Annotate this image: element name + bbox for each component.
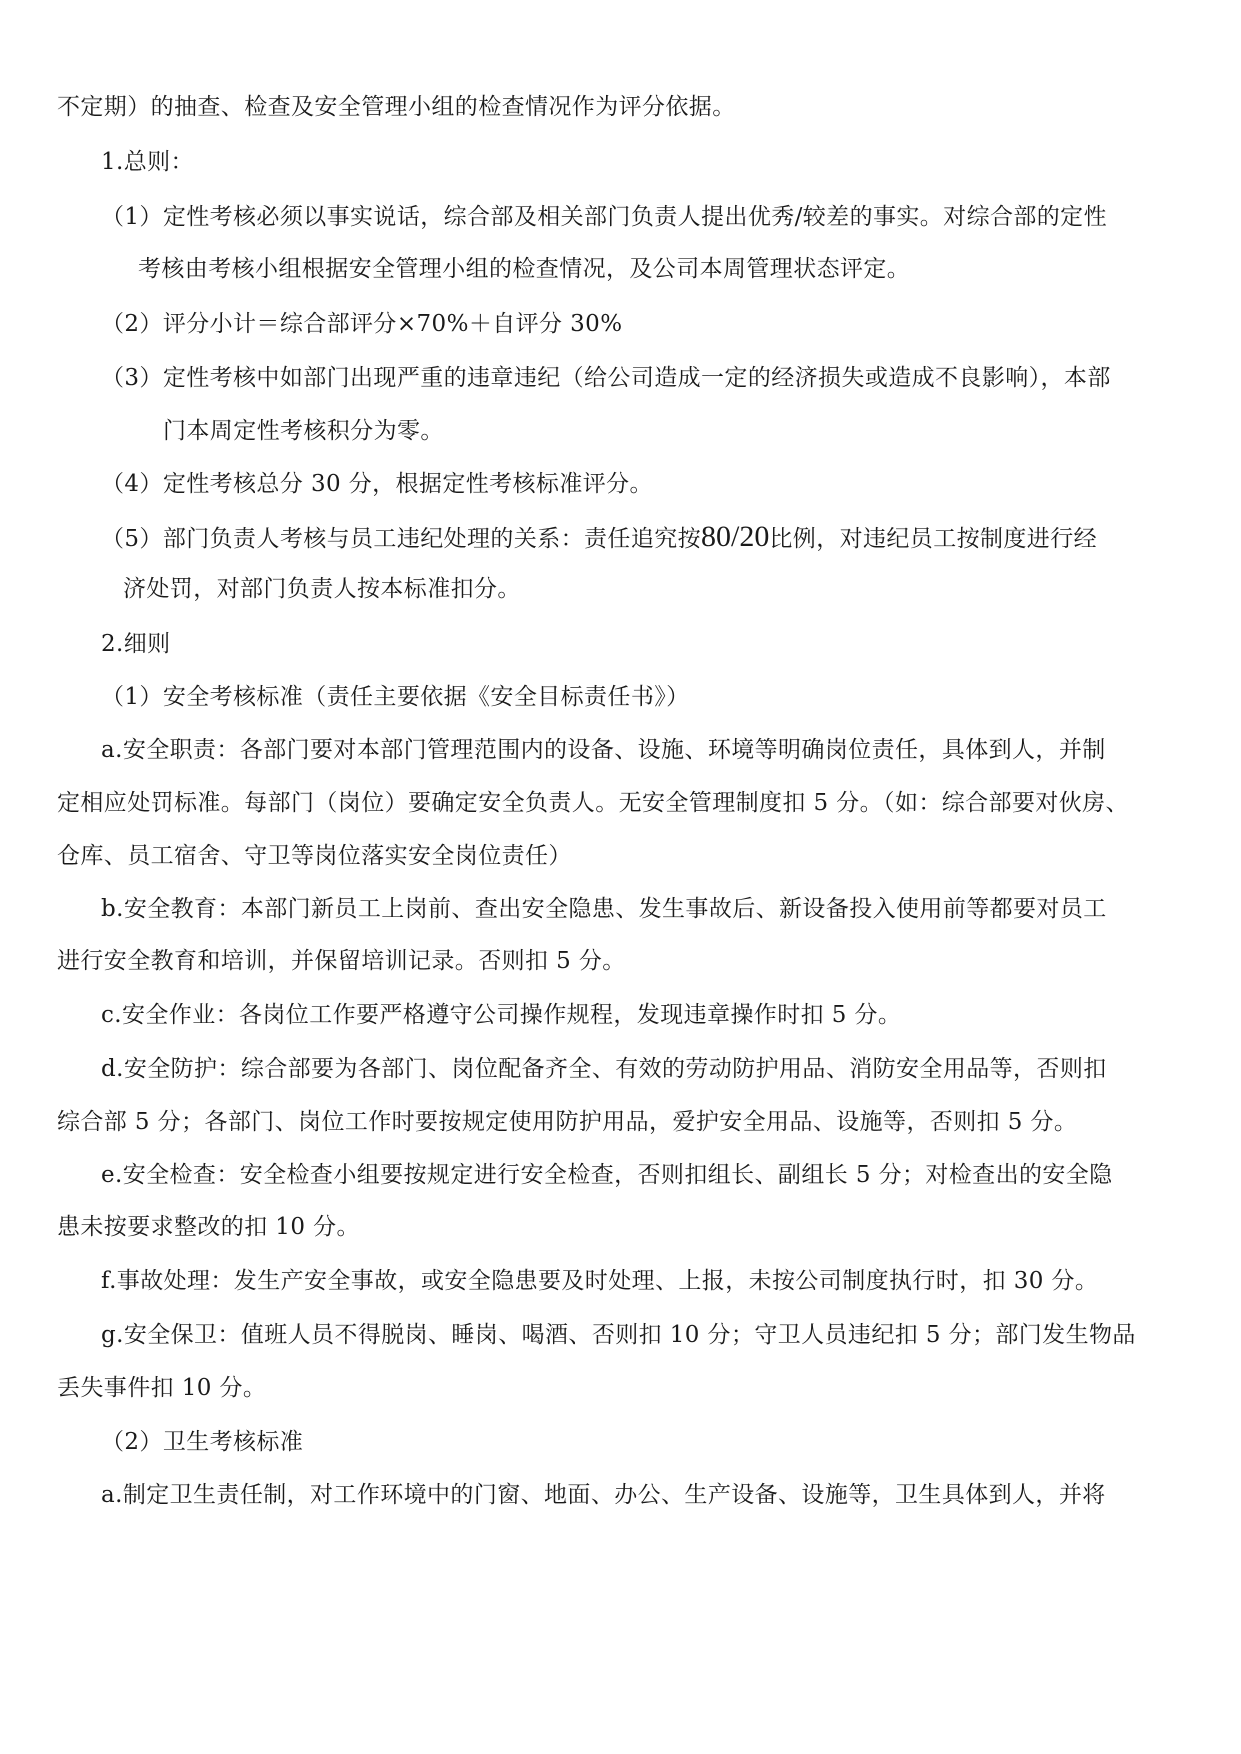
- list-item-line: （2）评分小计＝综合部评分×70%＋自评分 30%: [101, 311, 623, 337]
- section-heading-general: 1.总则：: [101, 149, 194, 175]
- subsection-heading: （1）安全考核标准（责任主要依据《安全目标责任书》）: [101, 684, 690, 710]
- paragraph-line: g.安全保卫：值班人员不得脱岗、睡岗、喝酒、否则扣 10 分；守卫人员违纪扣 5 分；部门发生物品: [101, 1322, 1136, 1348]
- paragraph-line: 仓库、员工宿舍、守卫等岗位落实安全岗位责任）: [57, 843, 572, 869]
- paragraph-line: 综合部 5 分；各部门、岗位工作时要按规定使用防护用品，爱护安全用品、设施等，否则扣 5 分。: [57, 1109, 1078, 1135]
- paragraph-line: 丢失事件扣 10 分。: [57, 1375, 267, 1401]
- paragraph-line: d.安全防护：综合部要为各部门、岗位配备齐全、有效的劳动防护用品、消防安全用品等，否则扣: [101, 1056, 1107, 1082]
- paragraph-line: 进行安全教育和培训，并保留培训记录。否则扣 5 分。: [57, 948, 626, 974]
- list-item-line: 考核由考核小组根据安全管理小组的检查情况，及公司本周管理状态评定。: [138, 256, 911, 282]
- subsection-heading: （2）卫生考核标准: [101, 1429, 304, 1455]
- list-item-text: （5）部门负责人考核与员工违纪处理的关系：责任追究按: [101, 526, 702, 552]
- paragraph-line: f.事故处理：发生产安全事故，或安全隐患要及时处理、上报，未按公司制度执行时，扣 30 分。: [101, 1268, 1099, 1294]
- paragraph-line: a.制定卫生责任制，对工作环境中的门窗、地面、办公、生产设备、设施等，卫生具体到人，并将: [101, 1482, 1106, 1508]
- paragraph-line: b.安全教育：本部门新员工上岗前、查出安全隐患、发生事故后、新设备投入使用前等都要对员工: [101, 896, 1107, 922]
- paragraph-line: 患未按要求整改的扣 10 分。: [57, 1214, 360, 1240]
- list-item-line: 门本周定性考核积分为零。: [163, 418, 444, 444]
- list-item-line: （4）定性考核总分 30 分，根据定性考核标准评分。: [101, 471, 653, 497]
- paragraph-line: 定相应处罚标准。每部门（岗位）要确定安全负责人。无安全管理制度扣 5 分。（如：综合部要对伙房、: [57, 790, 1129, 816]
- ratio-figure: 80/20: [701, 520, 770, 553]
- paragraph-line: c.安全作业：各岗位工作要严格遵守公司操作规程，发现违章操作时扣 5 分。: [101, 1002, 902, 1028]
- list-item-line: 济处罚，对部门负责人按本标准扣分。: [123, 576, 521, 602]
- paragraph-line: 不定期）的抽查、检查及安全管理小组的检查情况作为评分依据。: [57, 94, 736, 120]
- paragraph-line: e.安全检查：安全检查小组要按规定进行安全检查，否则扣组长、副组长 5 分；对检查出的安全隐: [101, 1162, 1113, 1188]
- list-item-text: 比例，对违纪员工按制度进行经: [769, 526, 1097, 552]
- list-item-line: （3）定性考核中如部门出现严重的违章违纪（给公司造成一定的经济损失或造成不良影响），本部: [101, 365, 1111, 391]
- section-heading-details: 2.细则: [101, 631, 171, 657]
- paragraph-line: a.安全职责：各部门要对本部门管理范围内的设备、设施、环境等明确岗位责任，具体到人，并制: [101, 737, 1106, 763]
- list-item-line: [101, 522, 1097, 554]
- list-item-line: （1）定性考核必须以事实说话，综合部及相关部门负责人提出优秀/较差的事实。对综合部的定性: [101, 204, 1107, 230]
